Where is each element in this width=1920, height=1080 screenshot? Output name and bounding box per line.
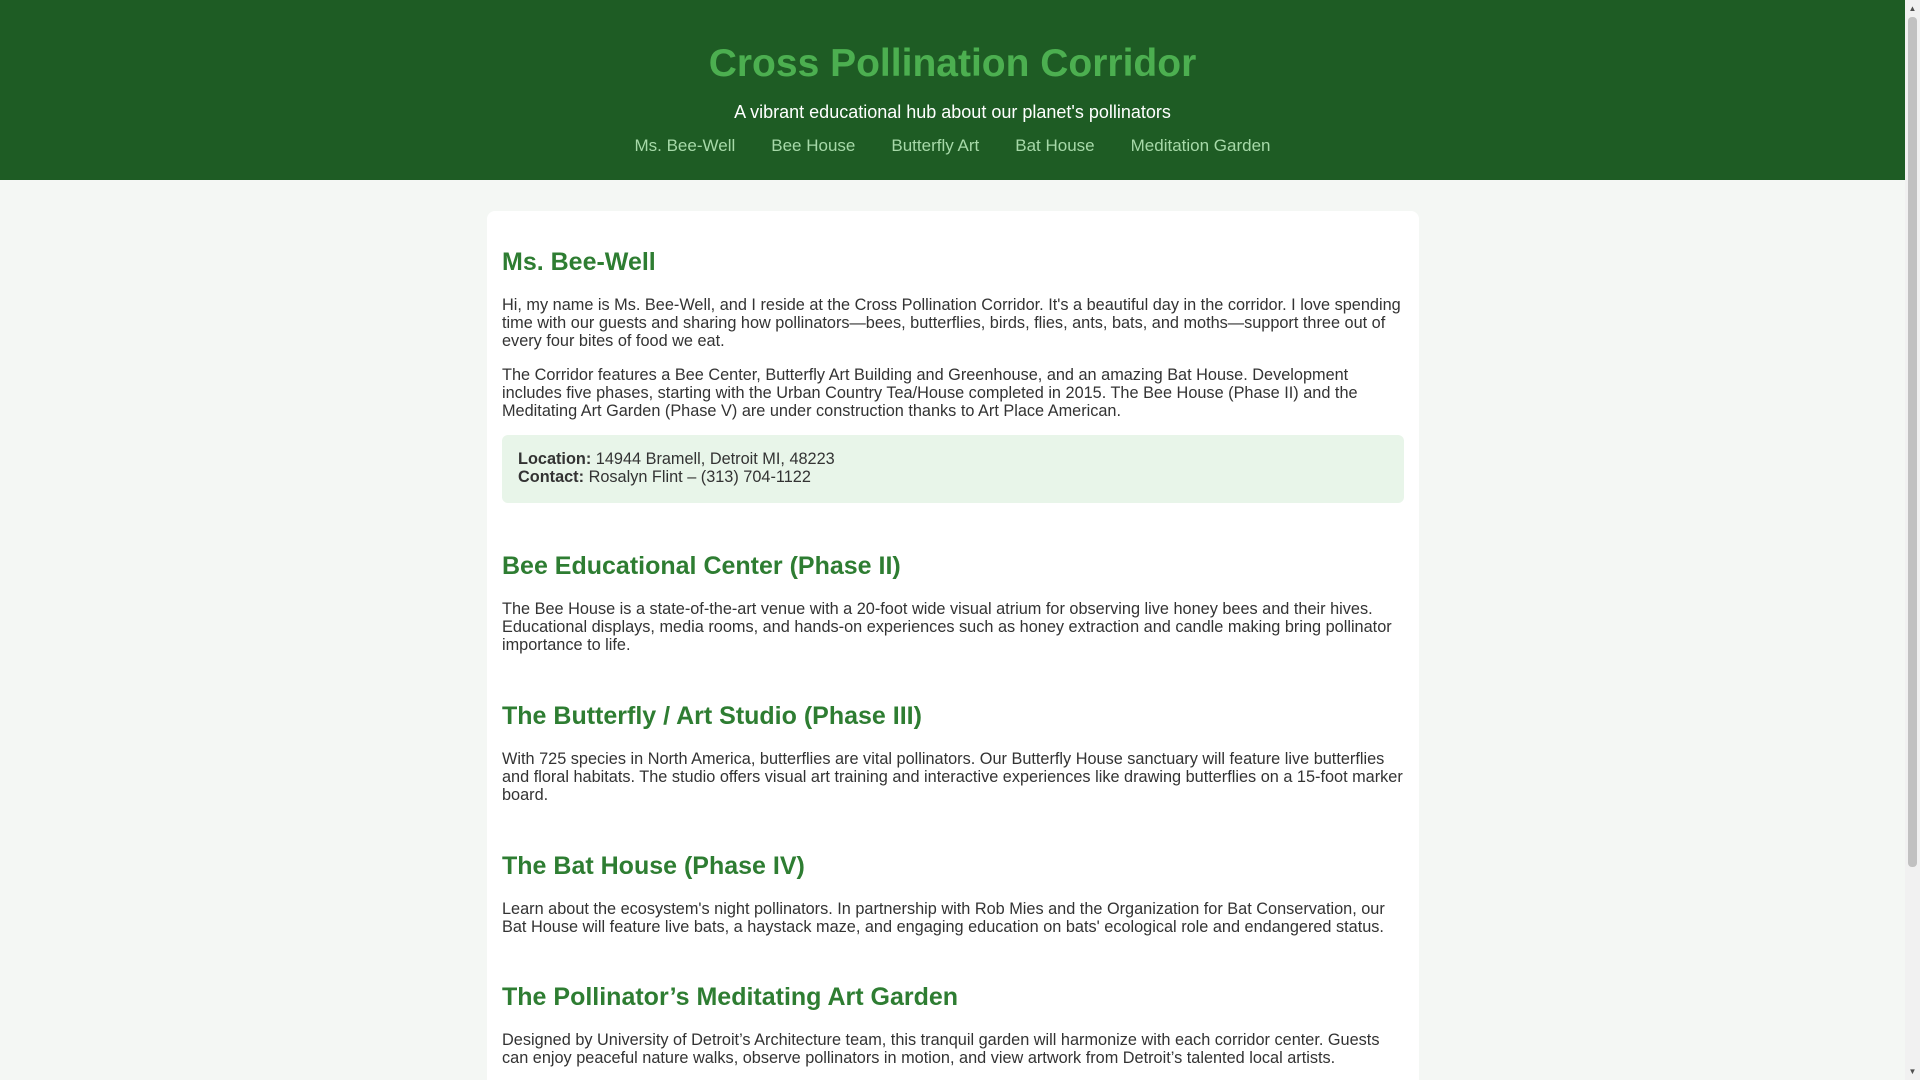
nav-link-meditation-garden[interactable]: Meditation Garden [1130,136,1271,155]
intro-paragraph-2: The Corridor features a Bee Center, Butterfly Art Building and Greenhouse, and an amazing Bat House. Development includes five phases, starting with the Urban Country Tea/House completed in 2015. The Bee House (Phase II) and the Meditating Art Garden (Phase V) are under construction thanks to Art Place American. [502,366,1358,420]
scroll-down-arrow-icon[interactable]: ▼ [1908,1067,1917,1076]
section-heading-butterfly-studio: The Butterfly / Art Studio (Phase III) [502,702,922,730]
location-value: 14944 Bramell, Detroit MI, 48223 [595,450,835,468]
main-nav [0,136,1905,156]
location-line [518,450,1388,468]
main-content [487,211,1419,1080]
section-heading-ms-bee-well: Ms. Bee-Well [502,248,656,276]
contact-line [518,468,1388,486]
contact-label: Contact: [518,468,585,486]
vertical-scrollbar[interactable] [1905,0,1920,1080]
section-heading-bee-center: Bee Educational Center (Phase II) [502,552,901,580]
nav-link-bee-house[interactable]: Bee House [771,136,856,155]
site-tagline: A vibrant educational hub about our planet's pollinators [734,102,1171,122]
contact-info-box [502,435,1404,503]
meditating-garden-paragraph: Designed by University of Detroit’s Architecture team, this tranquil garden will harmonize with each corridor center. Guests can enjoy peaceful nature walks, observe pollinators in motion, and view artwork from Detroit’s talented local artists. [502,1031,1380,1067]
location-label: Location: [518,450,592,468]
site-title: Cross Pollination Corridor [708,42,1197,85]
butterfly-studio-paragraph: With 725 species in North America, butterflies are vital pollinators. Our Butterfly House sanctuary will feature live butterflies and floral habitats. The studio offers visual art training and interactive experiences like drawing butterflies on a 15-foot marker board. [502,750,1403,804]
intro-paragraph-1: Hi, my name is Ms. Bee-Well, and I reside at the Cross Pollination Corridor. It's a beautiful day in the corridor. I love spending time with our guests and sharing how pollinators—bees, butterflies, birds, flies, ants, bats, and moths—support three out of every four bites of food we eat. [502,296,1401,350]
nav-link-ms-bee-well[interactable]: Ms. Bee-Well [634,136,736,155]
bee-center-paragraph: The Bee House is a state-of-the-art venue with a 20-foot wide visual atrium for observing live honey bees and their hives. Educational displays, media rooms, and hands-on experiences such as honey extraction and candle making bring pollinator importance to life. [502,600,1392,654]
scrollbar-thumb[interactable] [1908,17,1917,867]
site-header [0,0,1905,180]
bat-house-paragraph: Learn about the ecosystem's night pollinators. In partnership with Rob Mies and the Organization for Bat Conservation, our Bat House will feature live bats, a haystack maze, and engaging education on bats' ecological role and endangered status. [502,900,1385,936]
scroll-up-arrow-icon[interactable]: ▲ [1908,4,1917,13]
contact-value: Rosalyn Flint – (313) 704-1122 [588,468,811,486]
section-heading-meditating-garden: The Pollinator’s Meditating Art Garden [502,983,959,1011]
nav-link-bat-house[interactable]: Bat House [1015,136,1095,155]
section-heading-bat-house: The Bat House (Phase IV) [502,852,805,880]
nav-link-butterfly-art[interactable]: Butterfly Art [891,136,980,155]
